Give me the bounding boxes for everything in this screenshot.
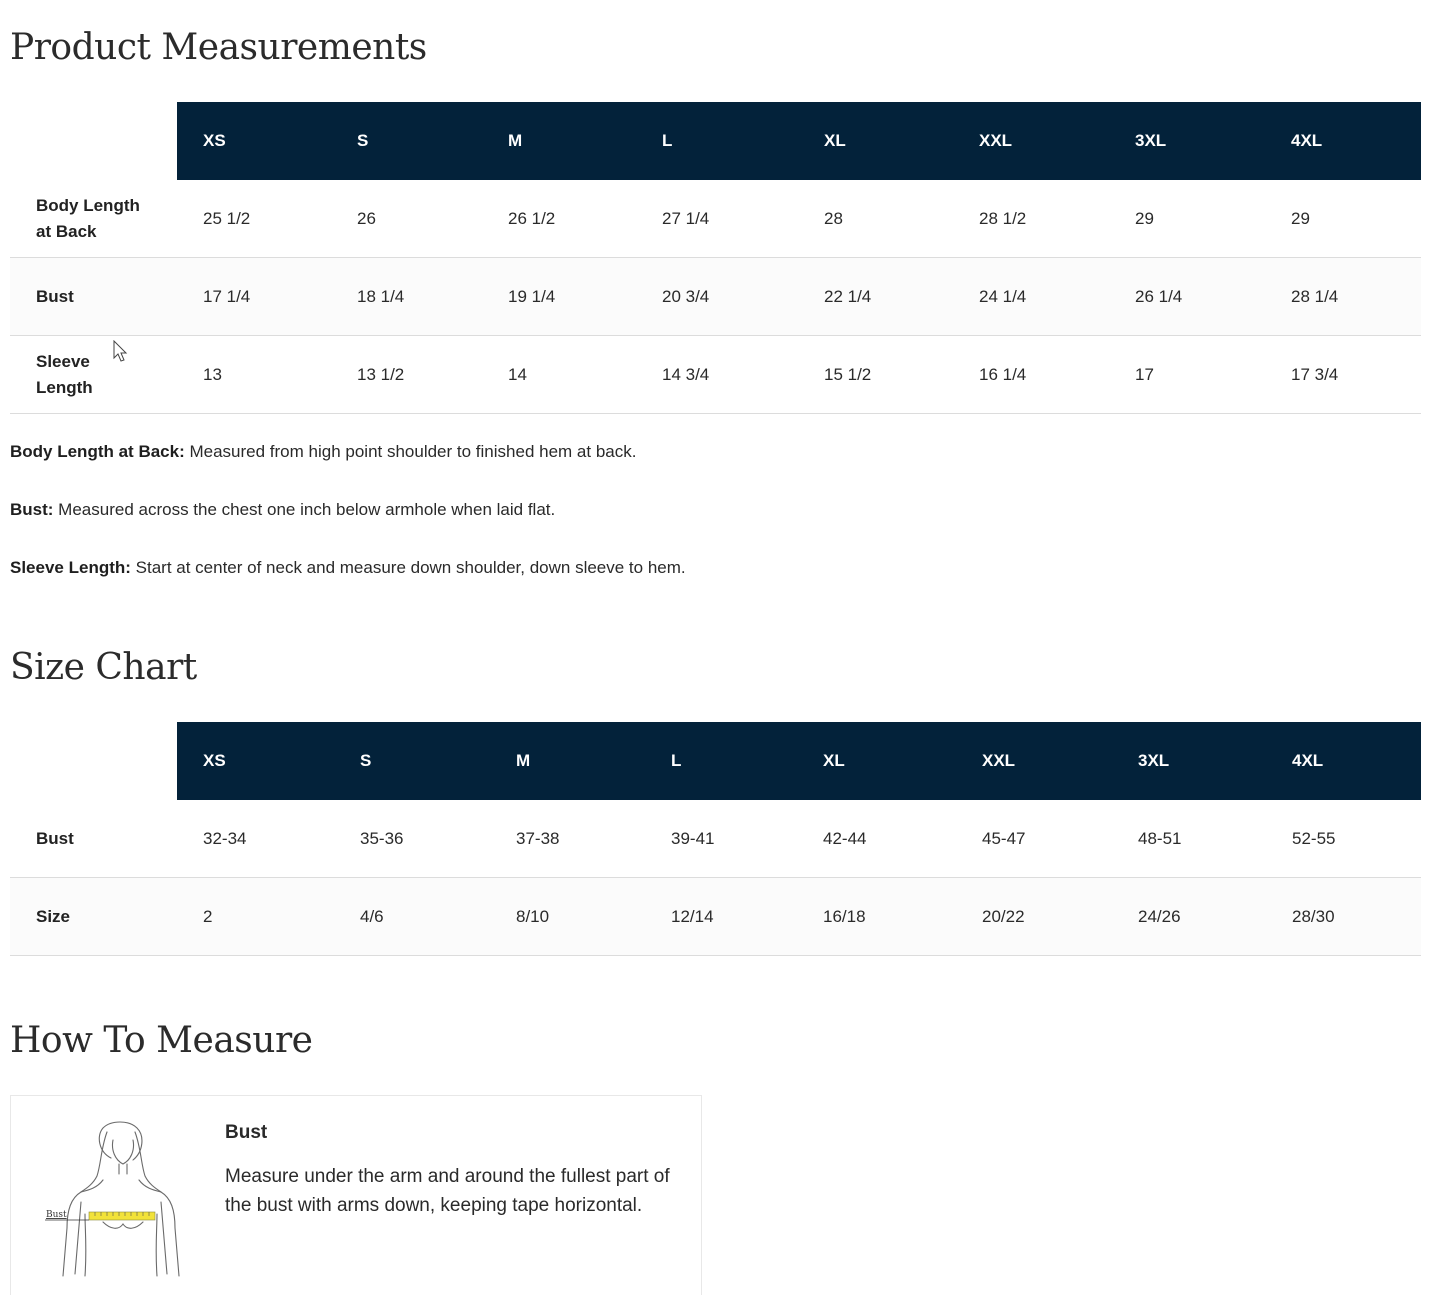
- table-cell: 8/10: [490, 878, 645, 956]
- size-header: S: [331, 102, 482, 180]
- table-cell: 28/30: [1266, 878, 1421, 956]
- table-cell: 28 1/2: [953, 180, 1109, 258]
- table-cell: 28: [798, 180, 953, 258]
- table-cell: 16 1/4: [953, 336, 1109, 414]
- row-label: Size: [10, 878, 177, 956]
- table-cell: 37-38: [490, 800, 645, 878]
- table-cell: 13: [177, 336, 331, 414]
- size-header: XS: [177, 722, 334, 800]
- table-cell: 28 1/4: [1265, 258, 1421, 336]
- row-label: Body Length at Back: [10, 180, 177, 258]
- size-header: XXL: [956, 722, 1112, 800]
- note-body-length: [10, 440, 1010, 464]
- table-cell: 17 1/4: [177, 258, 331, 336]
- table-cell: 2: [177, 878, 334, 956]
- size-header: XXL: [953, 102, 1109, 180]
- table-cell: 45-47: [956, 800, 1112, 878]
- table-cell: 35-36: [334, 800, 490, 878]
- table-cell: 22 1/4: [798, 258, 953, 336]
- size-header: 4XL: [1265, 102, 1421, 180]
- size-header: XS: [177, 102, 331, 180]
- table-cell: 12/14: [645, 878, 797, 956]
- figure-label: Bust: [46, 1210, 67, 1220]
- how-to-measure-text: [225, 1122, 675, 1220]
- table-row: [10, 336, 1421, 414]
- table-cell: 26: [331, 180, 482, 258]
- size-header: L: [645, 722, 797, 800]
- table-cell: 25 1/2: [177, 180, 331, 258]
- bust-measure-figure: [41, 1118, 191, 1278]
- table-cell: 29: [1109, 180, 1265, 258]
- table-row: [10, 878, 1421, 956]
- measure-label: Bust: [225, 1122, 268, 1143]
- table-cell: 16/18: [797, 878, 956, 956]
- how-to-measure-title: How To Measure: [10, 1020, 313, 1061]
- table-cell: 13 1/2: [331, 336, 482, 414]
- table-cell: 20/22: [956, 878, 1112, 956]
- product-measurements-table: [10, 102, 1421, 414]
- size-header: 3XL: [1112, 722, 1266, 800]
- size-header: 4XL: [1266, 722, 1421, 800]
- table-cell: 48-51: [1112, 800, 1266, 878]
- table-cell: 24/26: [1112, 878, 1266, 956]
- table-cell: 52-55: [1266, 800, 1421, 878]
- table-row: [10, 180, 1421, 258]
- note-term: Body Length at Back:: [10, 442, 185, 461]
- note-term: Sleeve Length:: [10, 558, 131, 577]
- table-header-row: [10, 722, 1421, 800]
- table-cell: 32-34: [177, 800, 334, 878]
- note-sleeve-length: [10, 556, 1010, 580]
- header-corner: [10, 102, 177, 180]
- table-cell: 18 1/4: [331, 258, 482, 336]
- how-to-measure-card: [10, 1095, 702, 1295]
- note-term: Bust:: [10, 500, 54, 519]
- table-row: [10, 258, 1421, 336]
- table-cell: 20 3/4: [636, 258, 798, 336]
- note-text: Start at center of neck and measure down shoulder, down sleeve to hem.: [130, 558, 686, 577]
- row-label: Bust: [10, 800, 177, 878]
- table-cell: 24 1/4: [953, 258, 1109, 336]
- table-cell: 26 1/2: [482, 180, 636, 258]
- table-header-row: [10, 102, 1421, 180]
- size-header: XL: [798, 102, 953, 180]
- table-cell: 42-44: [797, 800, 956, 878]
- size-chart-title: Size Chart: [10, 647, 197, 688]
- table-cell: 17: [1109, 336, 1265, 414]
- table-cell: 19 1/4: [482, 258, 636, 336]
- row-label: Bust: [10, 258, 177, 336]
- mouse-cursor-icon: [113, 340, 129, 364]
- table-row: [10, 800, 1421, 878]
- size-header: 3XL: [1109, 102, 1265, 180]
- row-label: Sleeve Length: [10, 336, 177, 414]
- note-bust: [10, 498, 1010, 522]
- table-cell: 14: [482, 336, 636, 414]
- table-cell: 14 3/4: [636, 336, 798, 414]
- table-cell: 4/6: [334, 878, 490, 956]
- table-cell: 26 1/4: [1109, 258, 1265, 336]
- table-cell: 27 1/4: [636, 180, 798, 258]
- note-text: Measured across the chest one inch below armhole when laid flat.: [53, 500, 556, 519]
- size-chart-table: [10, 722, 1421, 956]
- measurement-notes: [10, 440, 1010, 614]
- size-header: M: [490, 722, 645, 800]
- product-measurements-title: Product Measurements: [10, 27, 427, 68]
- table-cell: 17 3/4: [1265, 336, 1421, 414]
- measure-description: Measure under the arm and around the fullest part of the bust with arms down, keeping tape horizontal.: [225, 1166, 670, 1216]
- header-corner: [10, 722, 177, 800]
- table-cell: 39-41: [645, 800, 797, 878]
- note-text: Measured from high point shoulder to finished hem at back.: [184, 442, 637, 461]
- size-header: L: [636, 102, 798, 180]
- table-cell: 15 1/2: [798, 336, 953, 414]
- size-header: XL: [797, 722, 956, 800]
- size-header: M: [482, 102, 636, 180]
- size-header: S: [334, 722, 490, 800]
- table-cell: 29: [1265, 180, 1421, 258]
